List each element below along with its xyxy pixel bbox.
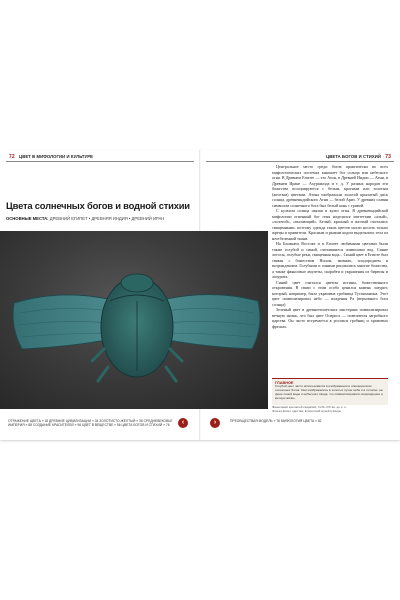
left-header-rule: [6, 161, 194, 162]
places-value: ДРЕВНИЙ ЕГИПЕТ • ДРЕВНЯЯ ИНДИЯ • ДРЕВНИЙ ИРАН: [49, 216, 165, 221]
article-title: Цвета солнечных богов и водной стихии: [6, 200, 190, 211]
right-header-rule: [206, 161, 394, 162]
book-spread: [0, 150, 400, 440]
next-page-arrow-icon[interactable]: ›: [210, 418, 220, 428]
right-footer-links[interactable]: [230, 419, 390, 423]
scarab-photo: [0, 231, 268, 409]
left-page-number: 72: [9, 154, 15, 160]
body-paragraph: На Ближнем Востоке и в Египте любимыми цветами были также голубой и синий, считавшиеся символами вод. Синие лотосы, голубые реки, священная вода... Синий цвет в Египте был связан с божеством Нилом, жизнью, плодородием и возрождением. Голубыми и синими рисовались многие божества, а также фаянсовые амулеты, скарабеи и украшения из бирюзы и лазурита.: [272, 241, 388, 279]
right-page-number: 73: [385, 154, 391, 160]
right-running-head: [326, 154, 394, 160]
left-running-head: [6, 154, 93, 160]
places-label: ОСНОВНЫЕ МЕСТА:: [6, 216, 49, 221]
right-running-head-text: ЦВЕТА БОГОВ И СТИХИЙ: [326, 154, 381, 159]
body-paragraph: Центральное место среди богов практически во всех мифологических системах занимает бог солнца или небесного огня. В Древнем Египте — это Атон, в Древней Индии — Агни, в Древнем Иране — Ахурамазда и т. д. У разных народов эти божества ассоциируются с белым, красным или золотым (желтым) цветами. Атона изображали золотой крылатый диск солнца, древнеиндийского Агни — белой Ариэ. У древних славян символом солнечного бога был белый конь с гривой.: [272, 164, 388, 208]
left-footer-links[interactable]: [8, 419, 176, 427]
left-running-head-text: ЦВЕТ В МИФОЛОГИИ И КУЛЬТУРЕ: [19, 154, 94, 159]
glossary-box: [272, 378, 388, 405]
footer-link-line[interactable]: ИМПЕРИЯ » 88 СОЗДАНИЕ КРАСИТЕЛЕЙ » 96 ЦВЕТ В ВЕЩЕСТВЕ » 56 ЦВЕТА БОГОВ И СТИХИЙ » 76: [8, 423, 170, 428]
winged-scarab-image: [0, 231, 268, 409]
body-text-column: [272, 164, 388, 329]
body-paragraph: Зеленый цвет в древнеегипетских мистериях символизировал вечную жизнь, что был цвет Осириса — повелителя загробного царства. Он часто встречается в росписи гробниц и храмовых фресках.: [272, 307, 388, 329]
prev-page-arrow-icon[interactable]: ‹: [178, 418, 188, 428]
glossary-title: ГЛАВНОЕ: [275, 381, 294, 385]
footer-link-line[interactable]: ОТРАЖЕНИЕ ЦВЕТА » 18 ДРЕВНИЕ ЦИВИЛИЗАЦИИ » 34 ЗОЛОТИСТО-ЖЕЛТЫЙ » 36 СРЕДНЕВЕКОВЬЕ: [8, 419, 173, 423]
body-paragraph: С культом солнца связан и культ огня. В древнеиндийской мифологии огненный бог огня наделялся эпитетами «алый», «золотой», «пылающий». Белый, красный и желтый считались священными, поэтому одежда таких цветов могли носить только жрецы и правители. Красным и рыжим кодом выделялись тела из неотбеленной ткани.: [272, 208, 388, 241]
photo-caption: Фаянсовый крылатый скарабей, XVIII–XIX вв. до н. э. Эпоха Нового царства, Египетский музей в Каире: [272, 405, 347, 413]
places-line: [6, 216, 164, 221]
footer-link-line[interactable]: ПРЕОБЩЕСТВАЯ МОДЕЛЬ » 76 МИФОЛОГИЯ ЦВЕТА » 82: [230, 419, 322, 423]
glossary-text: Голубой цвет часто использовался в изображении и описании всех солнечных богов. Они изображались в золотых лучах неба и в лотосах, на фоне синей воды и небесного свода, что символизировало возрождение и вечную жизнь.: [275, 384, 383, 400]
body-paragraph: Синий цвет считался цветом истины, божественного откровения. В связи с этим особо ценился камень лазурит, который, например, была украшена гробница Тутанхамона. Этот цвет символизировал небо — владения Ра (верховного бога солнца).: [272, 279, 388, 307]
